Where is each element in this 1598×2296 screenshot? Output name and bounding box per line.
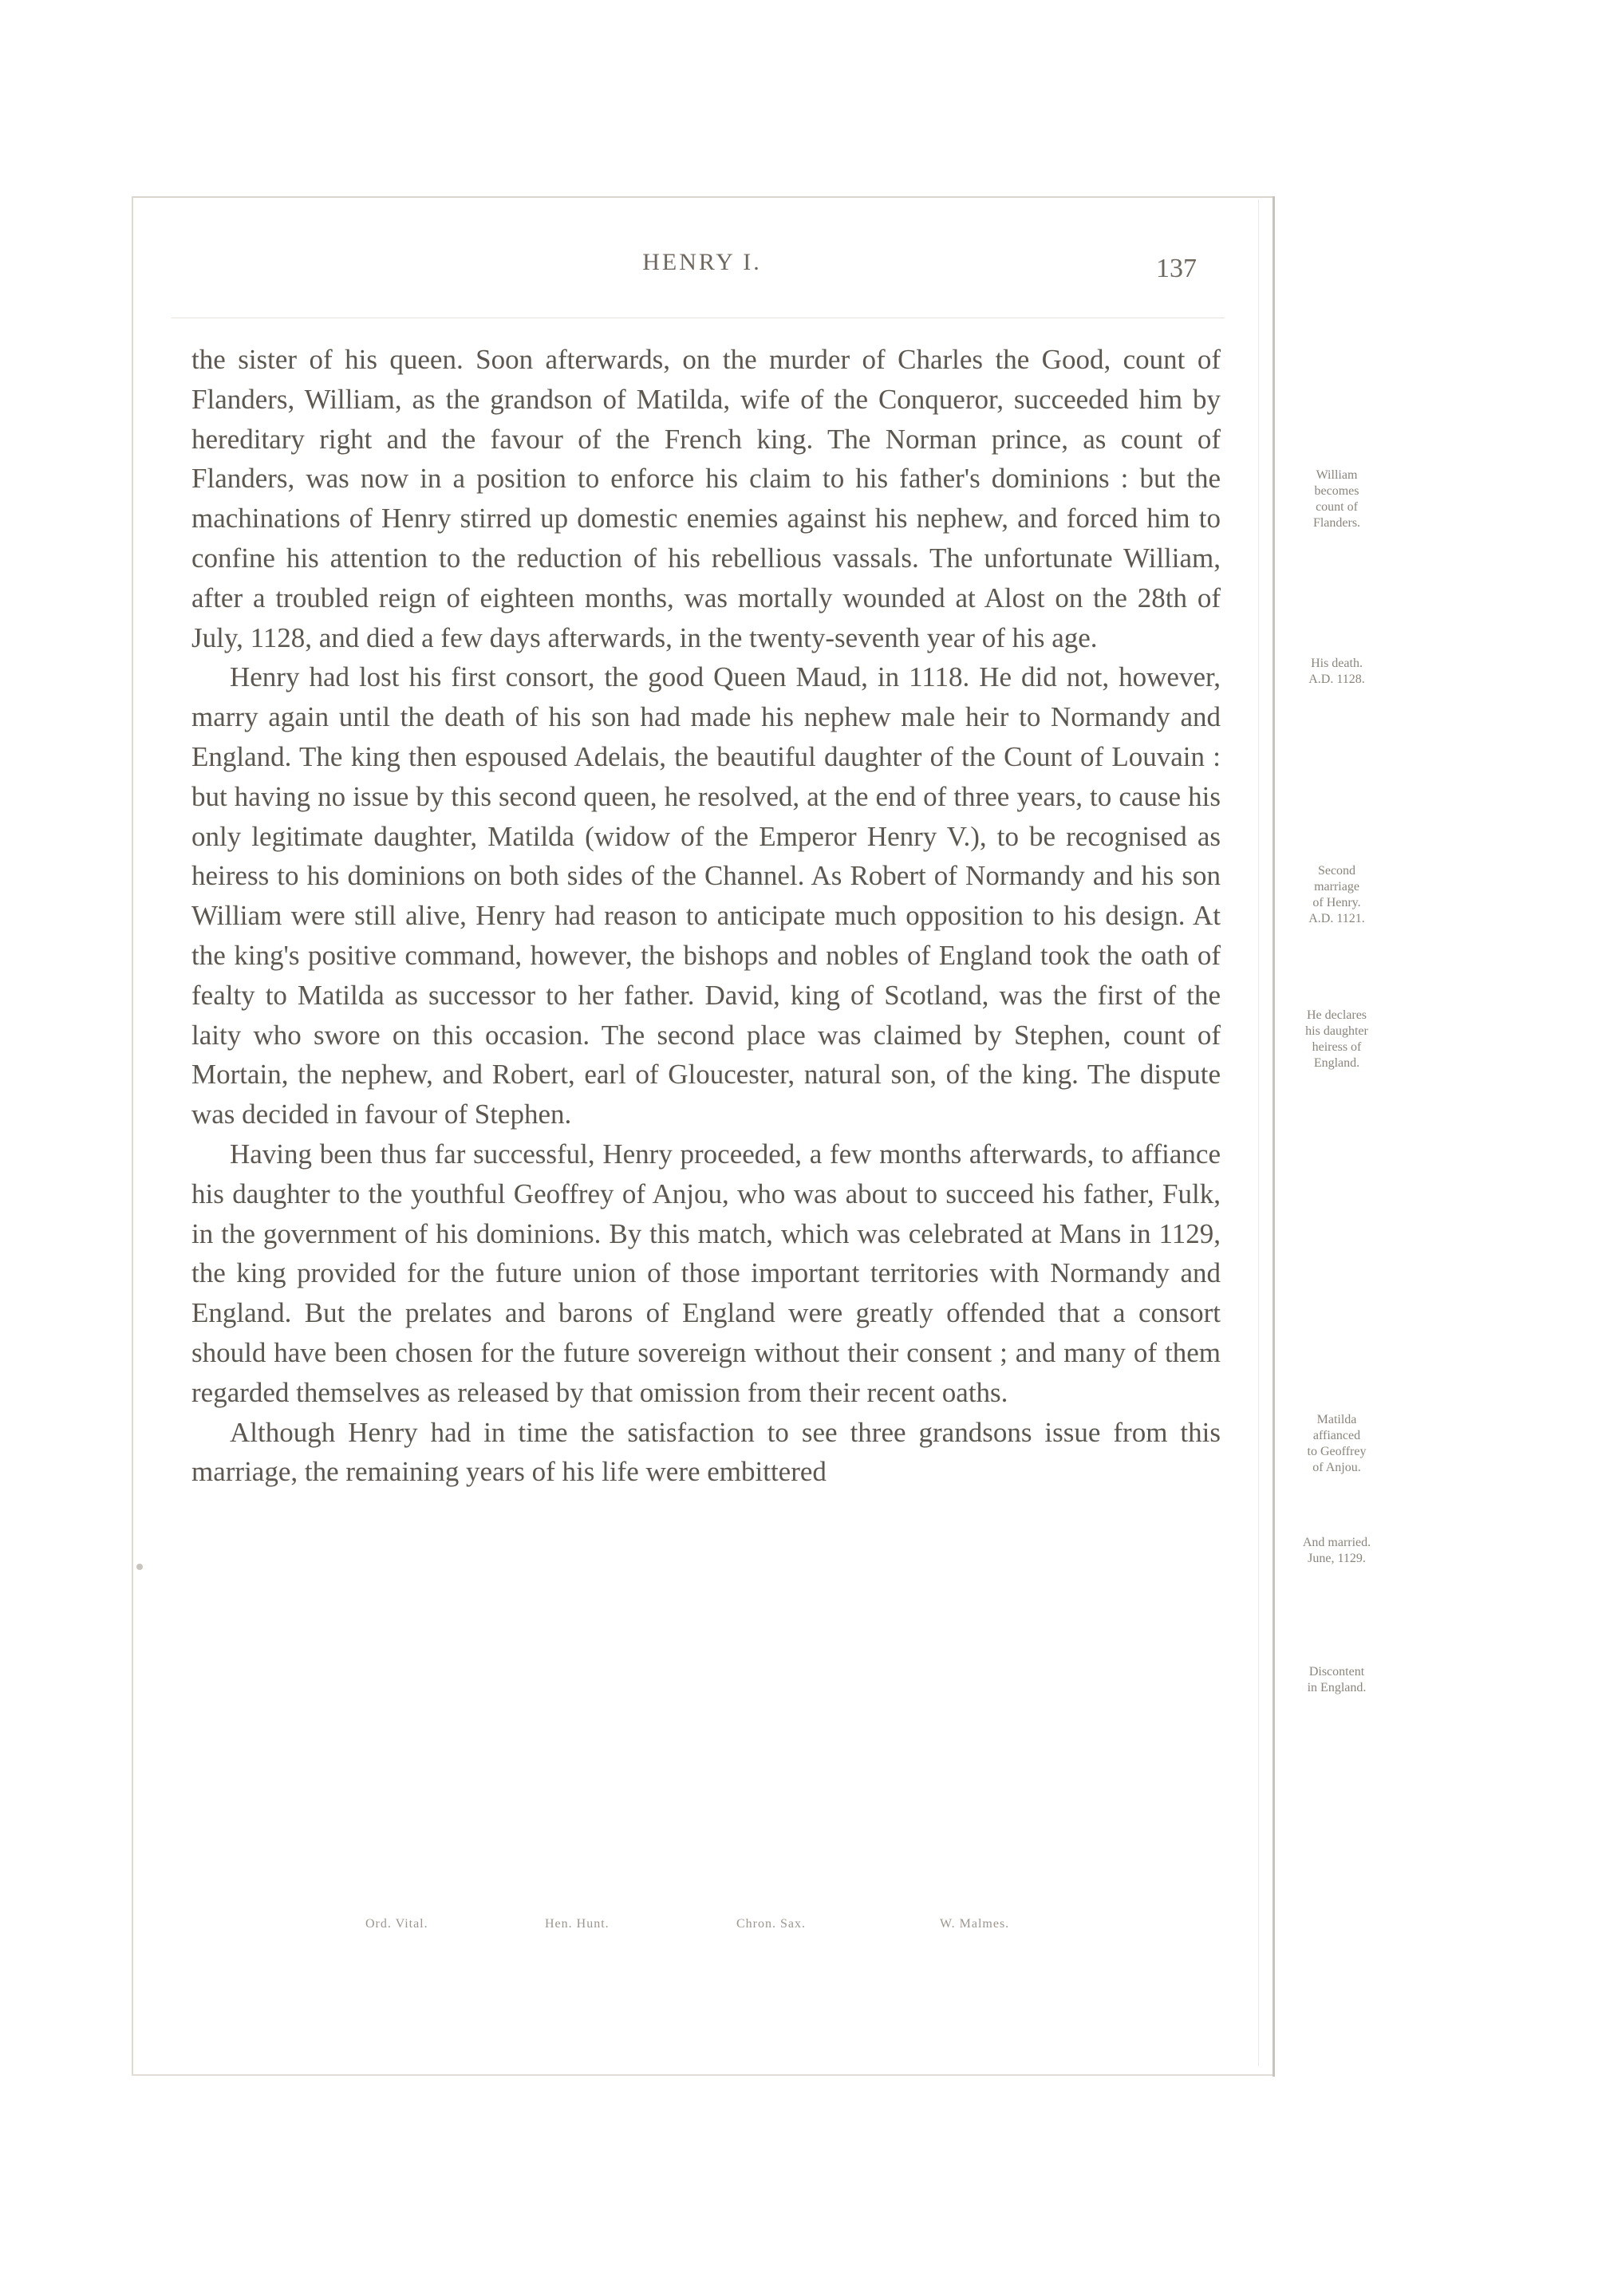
- sidenote-second-marriage: Second marriage of Henry. A.D. 1121.: [1308, 864, 1365, 925]
- page-frame-left: [132, 196, 133, 2075]
- margin-rule: [1258, 199, 1259, 2066]
- authority-hen-hunt: Hen. Hunt.: [545, 1917, 610, 1931]
- paragraph-1: the sister of his queen. Soon afterwards, on the murder of Charles the Good, count of Flanders, William, as the grandson of Matilda, wife of the Conqueror, succeeded him by hereditary right and the favour of the French king. The Norman prince, as count of Flanders, was now in a position to enforce his claim to his father's dominions : but the machinations of Henry stirred up domestic enemies against his nephew, and forced him to confine his attention to the reduction of his rebellious vassals. The unfortunate William, after a troubled reign of eighteen months, was mortally wounded at Alost on the 28th of July, 1128, and died a few days afterwards, in the twenty-seventh year of his age.: [191, 344, 1221, 653]
- paragraph-4: Although Henry had in time the satisfaction to see three grandsons issue from this marriage, the remaining years of his life were embittered: [191, 1416, 1221, 1488]
- sidenote-his-death: His death. A.D. 1128.: [1308, 657, 1365, 686]
- page-frame-bottom: [132, 2074, 1272, 2076]
- sidenote-william-flanders: William becomes count of Flanders.: [1312, 468, 1361, 530]
- body-text: [191, 340, 1221, 1492]
- running-head: HENRY I.: [642, 249, 762, 275]
- sidenote-discontent: Discontent in England.: [1307, 1665, 1367, 1694]
- paragraph-2: Henry had lost his first consort, the good Queen Maud, in 1118. He did not, however, marry again until the death of his son had made his nephew male heir to Normandy and England. The king then espoused Adelais, the beautiful daughter of the Count of Louvain : but having no issue by this second queen, he resolved, at the end of three years, to cause his only legitimate daughter, Matilda (widow of the Emperor Henry V.), to be recognised as heiress to his dominions on both sides of the Channel. As Robert of Normandy and his son William were still alive, Henry had reason to anticipate much opposition to his design. At the king's positive command, however, the bishops and nobles of England took the oath of fealty to Matilda as successor to her father. David, king of Scotland, was the first of the laity who swore on this occasion. The second place was claimed by Stephen, count of Mortain, the nephew, and Robert, earl of Gloucester, natural son, of the king. The dispute was decided in favour of Stephen.: [191, 661, 1221, 1130]
- margin-dot: [136, 1564, 143, 1570]
- sidenote-declares-heiress: He declares his daughter heiress of England.: [1305, 1008, 1368, 1070]
- sidenote-matilda-affianced: Matilda affianced to Geoffrey of Anjou.: [1307, 1413, 1367, 1474]
- paragraph-3: Having been thus far successful, Henry proceeded, a few months afterwards, to affiance his daughter to the youthful Geoffrey of Anjou, who was about to succeed his father, Fulk, in the government of his dominions. By this match, which was celebrated at Mans in 1129, the king provided for the future union of those important territories with Normandy and England. But the prelates and barons of England were greatly offended that a consort should have been chosen for the future sovereign without their consent ; and many of them regarded themselves as released by that omission from their recent oaths.: [191, 1138, 1221, 1408]
- authority-w-malmes: W. Malmes.: [940, 1917, 1010, 1931]
- authority-ord-vital: Ord. Vital.: [365, 1917, 428, 1931]
- page-number: 137: [1156, 254, 1197, 283]
- page-frame-top: [132, 196, 1272, 198]
- authority-chron-sax: Chron. Sax.: [736, 1917, 806, 1931]
- sidenote-and-married: And married. June, 1129.: [1302, 1536, 1371, 1565]
- authorities-footer: [365, 1917, 1163, 1941]
